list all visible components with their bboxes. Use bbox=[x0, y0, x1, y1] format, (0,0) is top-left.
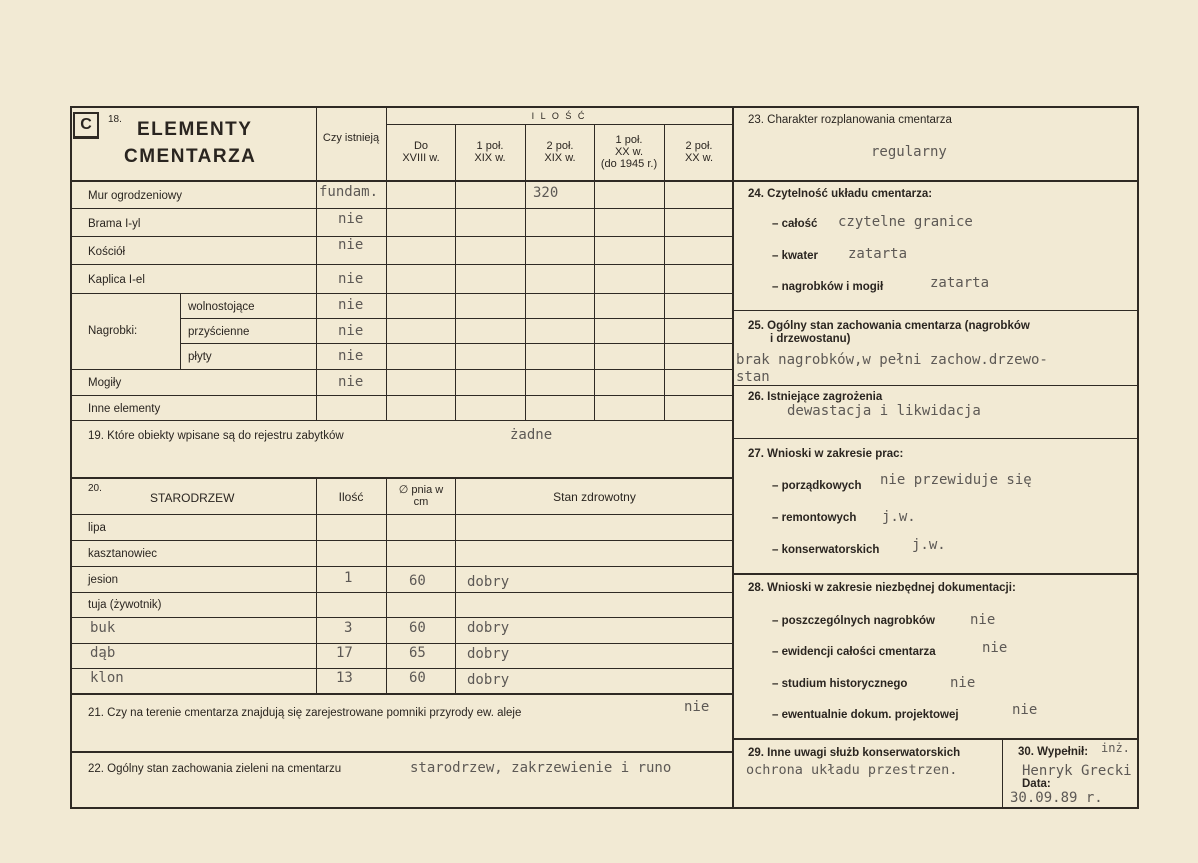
q24-item-value: zatarta bbox=[848, 246, 908, 262]
rule bbox=[72, 369, 732, 370]
q21-value: nie bbox=[684, 699, 710, 715]
q28-label: 28. Wnioski w zakresie niezbędnej dokumentacji: bbox=[748, 582, 1016, 594]
col-header-c5 bbox=[666, 140, 732, 164]
col-header-c5-l1: 2 poł. bbox=[685, 140, 713, 152]
q20-title: STARODRZEW bbox=[150, 491, 235, 505]
tree-row-diam: 60 bbox=[409, 573, 426, 589]
q30-name: Henryk Grecki bbox=[1022, 763, 1132, 779]
q28-item-label: – ewentualnie dokum. projektowej bbox=[772, 709, 959, 721]
tree-row-health: dobry bbox=[467, 620, 510, 636]
q25-value-1: brak nagrobków,w pełni zachow.drzewo- bbox=[736, 352, 1048, 368]
tree-row-name-typed: buk bbox=[90, 620, 116, 636]
q27-item-value: nie przewiduje się bbox=[880, 472, 1032, 488]
rule bbox=[72, 293, 732, 294]
q19-value: żadne bbox=[510, 427, 553, 443]
q28-item-label: – poszczególnych nagrobków bbox=[772, 615, 935, 627]
rule bbox=[1002, 740, 1003, 807]
col-header-c3 bbox=[527, 140, 593, 164]
rule bbox=[72, 420, 732, 421]
row-value-wall-exists: fundam. bbox=[319, 184, 379, 200]
tree-row-qty: 1 bbox=[344, 570, 353, 586]
rule bbox=[455, 124, 456, 420]
tree-row-name: tuja (żywotnik) bbox=[88, 599, 162, 611]
rule bbox=[734, 438, 1137, 439]
q24-item-label: – kwater bbox=[772, 250, 819, 262]
col-header-c5-l2: XX w. bbox=[684, 152, 714, 164]
rule bbox=[734, 180, 1137, 182]
rule bbox=[734, 310, 1137, 311]
q25-value-2: stan bbox=[736, 369, 770, 385]
q30-date: 30.09.89 r. bbox=[1010, 790, 1103, 806]
rule bbox=[72, 566, 732, 567]
rule bbox=[72, 395, 732, 396]
tree-row-qty: 17 bbox=[336, 645, 353, 661]
q26-value: dewastacja i likwidacja bbox=[787, 403, 981, 419]
tree-row-diam: 60 bbox=[409, 670, 426, 686]
rule bbox=[72, 643, 732, 644]
q29-value: ochrona układu przestrzen. bbox=[746, 762, 958, 778]
rule bbox=[734, 385, 1137, 386]
row-value-wall-c3: 320 bbox=[533, 185, 559, 201]
rule bbox=[664, 124, 665, 420]
tree-row-diam: 65 bbox=[409, 645, 426, 661]
frame-bottom bbox=[70, 807, 1139, 809]
rule bbox=[386, 479, 387, 693]
rule bbox=[72, 236, 732, 237]
frame-top bbox=[70, 106, 1139, 108]
row-label-other: Inne elementy bbox=[88, 403, 161, 415]
tree-row-health: dobry bbox=[467, 672, 510, 688]
row-value-wallmounted-exists: nie bbox=[338, 323, 364, 339]
q20-col-health: Stan zdrowotny bbox=[553, 490, 636, 504]
rule bbox=[72, 668, 732, 669]
rule bbox=[180, 293, 181, 369]
q27-item-label: – konserwatorskich bbox=[772, 544, 880, 556]
rule bbox=[72, 264, 732, 265]
q20-col-qty: Ilość bbox=[338, 490, 364, 504]
q30-title: inż. bbox=[1101, 741, 1130, 755]
row-label-graves: Mogiły bbox=[88, 377, 122, 389]
row-label-chapel: Kaplica I-el bbox=[88, 274, 145, 286]
q22-value: starodrzew, zakrzewienie i runo bbox=[410, 760, 672, 776]
tree-row-health: dobry bbox=[467, 574, 510, 590]
rule bbox=[455, 479, 456, 693]
row-value-church-exists: nie bbox=[338, 237, 364, 253]
q27-label: 27. Wnioski w zakresie prac: bbox=[748, 448, 904, 460]
col-header-c4-l2: XX w. bbox=[614, 146, 644, 158]
q28-item-label: – ewidencji całości cmentarza bbox=[772, 646, 936, 658]
rule bbox=[72, 693, 732, 695]
q25-label-1: 25. Ogólny stan zachowania cmentarza (nagrobków bbox=[748, 320, 1030, 332]
q28-item-value: nie bbox=[950, 675, 976, 691]
q26-label: 26. Istniejące zagrożenia bbox=[748, 391, 883, 403]
rule bbox=[72, 617, 732, 618]
row-value-slabs-exists: nie bbox=[338, 348, 364, 364]
q28-item-label: – studium historycznego bbox=[772, 678, 908, 690]
q19-label: 19. Które obiekty wpisane są do rejestru zabytków bbox=[88, 430, 344, 442]
q24-label: 24. Czytelność układu cmentarza: bbox=[748, 188, 933, 200]
q30-date-label: Data: bbox=[1022, 778, 1051, 790]
tree-row-name: jesion bbox=[88, 574, 119, 586]
q23-label: 23. Charakter rozplanowania cmentarza bbox=[748, 114, 952, 126]
row-label-gravestones: Nagrobki: bbox=[88, 325, 138, 337]
col-header-c1-l1: Do bbox=[413, 140, 429, 152]
rule bbox=[594, 124, 595, 420]
row-value-freestanding-exists: nie bbox=[338, 297, 364, 313]
col-header-c3-l2: XIX w. bbox=[544, 152, 576, 164]
row-label-wallmounted: przyścienne bbox=[188, 326, 250, 338]
q27-item-value: j.w. bbox=[912, 537, 946, 553]
row-label-freestanding: wolnostojące bbox=[188, 301, 255, 313]
col-header-c4-l1: 1 poł. bbox=[615, 134, 643, 146]
row-value-gate-exists: nie bbox=[338, 211, 364, 227]
q29-label: 29. Inne uwagi służb konserwatorskich bbox=[748, 747, 961, 759]
col-header-c4 bbox=[596, 134, 662, 170]
rule bbox=[316, 479, 317, 693]
q21-label: 21. Czy na terenie cmentarza znajdują się zarejestrowane pomniki przyrody ew. aleje bbox=[88, 707, 522, 719]
q27-item-label: – porządkowych bbox=[772, 480, 862, 492]
rule bbox=[180, 318, 732, 319]
section-title-2: CMENTARZA bbox=[124, 146, 257, 167]
tree-row-name: lipa bbox=[88, 522, 106, 534]
col-header-c2-l1: 1 poł. bbox=[476, 140, 504, 152]
q28-item-value: nie bbox=[1012, 702, 1038, 718]
tree-row-name: kasztanowiec bbox=[88, 548, 158, 560]
q24-item-value: zatarta bbox=[930, 275, 990, 291]
rule bbox=[734, 738, 1137, 740]
rule bbox=[72, 540, 732, 541]
rule bbox=[734, 573, 1137, 575]
row-label-church: Kościół bbox=[88, 246, 126, 258]
row-label-wall: Mur ogrodzeniowy bbox=[88, 190, 182, 202]
col-header-c1-l2: XVIII w. bbox=[402, 152, 440, 164]
q22-label: 22. Ogólny stan zachowania zieleni na cmentarzu bbox=[88, 763, 342, 775]
section-title-1: ELEMENTY bbox=[137, 119, 253, 140]
row-label-gate: Brama I-yl bbox=[88, 218, 141, 230]
q23-value: regularny bbox=[871, 144, 947, 160]
rule bbox=[72, 477, 732, 479]
q28-item-value: nie bbox=[982, 640, 1008, 656]
rule bbox=[386, 108, 387, 420]
row-label-slabs: płyty bbox=[188, 351, 212, 363]
col-header-c2-l2: XIX w. bbox=[474, 152, 506, 164]
tree-row-qty: 13 bbox=[336, 670, 353, 686]
frame-left bbox=[70, 106, 72, 809]
rule bbox=[72, 208, 732, 209]
q24-item-value: czytelne granice bbox=[838, 214, 973, 230]
row-value-chapel-exists: nie bbox=[338, 271, 364, 287]
rule bbox=[72, 592, 732, 593]
q27-item-value: j.w. bbox=[882, 509, 916, 525]
col-header-c3-l1: 2 poł. bbox=[546, 140, 574, 152]
rule bbox=[72, 751, 732, 753]
tree-row-qty: 3 bbox=[344, 620, 353, 636]
section-number: 18. bbox=[108, 114, 122, 125]
rule bbox=[316, 108, 317, 420]
section-letter-box: C bbox=[73, 112, 99, 139]
q30-label: 30. Wypełnił: bbox=[1018, 746, 1089, 758]
q27-item-label: – remontowych bbox=[772, 512, 857, 524]
tree-row-name-typed: dąb bbox=[90, 645, 116, 661]
tree-row-diam: 60 bbox=[409, 620, 426, 636]
frame-right bbox=[1137, 106, 1139, 809]
q25-label-2: i drzewostanu) bbox=[770, 333, 851, 345]
rule bbox=[72, 180, 732, 182]
col-header-exists: Czy istnieją bbox=[322, 132, 380, 144]
q20-number: 20. bbox=[88, 483, 102, 494]
q24-item-label: – całość bbox=[772, 218, 818, 230]
q28-item-value: nie bbox=[970, 612, 996, 628]
rule bbox=[386, 124, 732, 125]
col-header-c1 bbox=[388, 140, 454, 164]
row-value-graves-exists: nie bbox=[338, 374, 364, 390]
q20-col-diam: ∅ pnia w cm bbox=[398, 484, 444, 508]
rule bbox=[525, 124, 526, 420]
rule bbox=[180, 343, 732, 344]
tree-row-health: dobry bbox=[467, 646, 510, 662]
col-header-c2 bbox=[457, 140, 523, 164]
col-header-c4-l3: (do 1945 r.) bbox=[600, 158, 658, 170]
rule bbox=[72, 514, 732, 515]
q24-item-label: – nagrobków i mogił bbox=[772, 281, 884, 293]
col-group-header-qty: I L O Ś Ć bbox=[531, 111, 587, 121]
tree-row-name-typed: klon bbox=[90, 670, 124, 686]
column-divider bbox=[732, 106, 734, 809]
